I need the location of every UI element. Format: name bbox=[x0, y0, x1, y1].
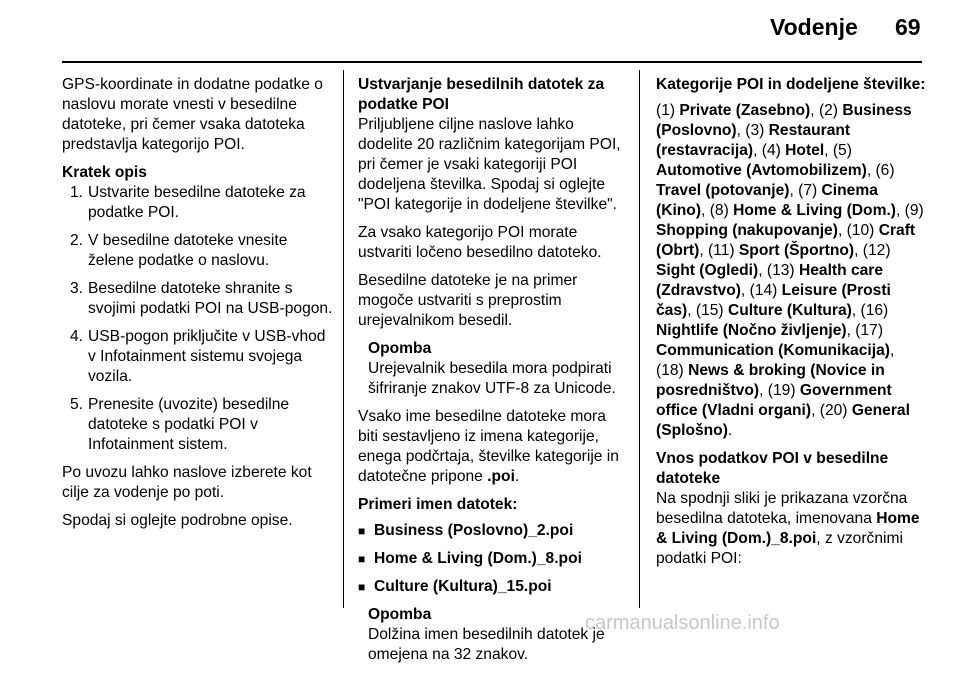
category-number: (16) bbox=[860, 302, 889, 319]
step-text: Prenesite (uvozite) besedilne datoteke s podatki POI v Infotainment sistem. bbox=[88, 396, 290, 453]
step-text: V besedilne datoteke vnesite želene podatke o naslovu. bbox=[88, 232, 288, 269]
steps-list bbox=[62, 183, 334, 455]
category-name: Restaurant (restavracija) bbox=[656, 122, 851, 159]
category-name: Business (Poslovno) bbox=[656, 102, 912, 139]
category-name: Health care (Zdravstvo) bbox=[656, 262, 884, 299]
category-name: Craft (Obrt) bbox=[656, 222, 916, 259]
category-name: Government office (Vladni organi) bbox=[656, 382, 892, 419]
step-text: Ustvarite besedilne datoteke za podatke POI. bbox=[88, 184, 306, 221]
note-text: Dolžina imen besedilnih datotek je omejena na 32 znakov. bbox=[368, 626, 605, 663]
step-text: Besedilne datoteke shranite s svojimi podatki POI na USB-pogon. bbox=[88, 280, 333, 317]
punctuation: . bbox=[727, 422, 733, 439]
category-name: News & broking (Novice in posredništvo) bbox=[656, 362, 885, 399]
paragraph bbox=[656, 489, 926, 569]
examples-heading: Primeri imen datotek: bbox=[358, 496, 518, 513]
category-name: Communication (Komunikacija) bbox=[656, 342, 890, 359]
section-heading: Kategorije POI in dodeljene številke: bbox=[656, 76, 926, 93]
category-name: Automotive (Avtomobilizem) bbox=[656, 162, 867, 179]
category-name: Sport (Športno) bbox=[738, 242, 855, 259]
note-text: Urejevalnik besedila mora podpirati šifriranje znakov UTF-8 za Unicode. bbox=[368, 360, 616, 397]
example-item: ■ Business (Poslovno)_2.poi bbox=[358, 521, 626, 541]
text: Vsako ime besedilne datoteke mora biti sestavljeno iz imena kategorije, enega podčrtaja, številke kategorije in datotečne pripone bbox=[358, 408, 619, 485]
category-number: (6) bbox=[875, 162, 895, 179]
category-number: (9) bbox=[904, 202, 924, 219]
step-item bbox=[62, 231, 334, 271]
text: . bbox=[514, 468, 520, 485]
page-number: 69 bbox=[895, 14, 921, 40]
category-number: (10) bbox=[846, 222, 875, 239]
text: , z vzorčnimi podatki POI: bbox=[656, 530, 903, 567]
category-number: (13) bbox=[766, 262, 795, 279]
paragraph bbox=[358, 407, 626, 487]
category-number: (18) bbox=[656, 362, 684, 379]
step-number: 1. bbox=[70, 184, 84, 201]
step-text: USB-pogon priključite v USB-vhod v Infotainment sistemu svojega vozila. bbox=[88, 328, 326, 385]
step-item bbox=[62, 327, 334, 387]
category-name: Home & Living (Dom.) bbox=[733, 202, 896, 219]
category-name: Leisure (Prosti čas) bbox=[656, 282, 891, 319]
categories-paragraph: (1) Private (Zasebno), (2) Business (Poslovno), (3) Restaurant (restavracija), (4) Hotel, (5) Automotive (Avtomobilizem), (6) Travel (potovanje), (7) Cinema (Kino), (8) Home & Living (Dom.), (9) Shopping (nakupovanje), (10) Craft (Obrt), (11) Sport (Športno), (12) Sight (Ogledi), (13) Health care (Zdravstvo), (14) Leisure (Prosti čas), (15) Culture (Kultura), (16) Nightlife (Nočno življenje), (17) Communication (Komunikacija), (18) News & broking (Novice in posredništvo), (19) Government office (Vladni organi), (20) General (Splošno). bbox=[656, 102, 924, 439]
header-rule bbox=[62, 61, 922, 63]
column-middle bbox=[358, 75, 626, 673]
category-name: Nightlife (Nočno življenje) bbox=[656, 322, 847, 339]
category-number: (2) bbox=[818, 102, 838, 119]
category-name: Shopping (nakupovanje) bbox=[656, 222, 838, 239]
note-title: Opomba bbox=[368, 340, 432, 357]
category-name: Travel (potovanje) bbox=[656, 182, 790, 199]
paragraph: Besedilne datoteke je na primer mogoče ustvariti s preprostim urejevalnikom besedil. bbox=[358, 272, 578, 329]
step-number: 4. bbox=[70, 328, 84, 345]
step-item bbox=[62, 279, 334, 319]
column-divider bbox=[343, 70, 344, 608]
category-name: Sight (Ogledi) bbox=[656, 262, 759, 279]
category-number: (14) bbox=[749, 282, 778, 299]
step-number: 3. bbox=[70, 280, 84, 297]
section-heading: Vnos podatkov POI v besedilne datoteke bbox=[656, 450, 889, 487]
category-number: (12) bbox=[862, 242, 891, 259]
example-item: ■ Culture (Kultura)_15.poi bbox=[358, 577, 626, 597]
watermark: carmanualsonline.info bbox=[585, 612, 780, 634]
section-heading: Kratek opis bbox=[62, 164, 147, 181]
category-number: (8) bbox=[709, 202, 729, 219]
category-name: General (Splošno) bbox=[656, 402, 910, 439]
column-divider bbox=[639, 70, 640, 608]
text: Na spodnji sliki je prikazana vzorčna besedilna datoteka, imenovana bbox=[656, 490, 908, 527]
category-number: (5) bbox=[832, 142, 852, 159]
header-title: Vodenje bbox=[770, 14, 858, 40]
intro-paragraph: GPS-koordinate in dodatne podatke o naslovu morate vnesti v besedilne datoteke, pri čemer vsaka datoteka predstavlja kategorijo POI. bbox=[62, 76, 323, 153]
category-number: (19) bbox=[767, 382, 796, 399]
section-heading: Ustvarjanje besedilnih datotek za podatke POI bbox=[358, 76, 605, 113]
category-number: (15) bbox=[695, 302, 724, 319]
note-block bbox=[358, 339, 626, 399]
category-number: (17) bbox=[855, 322, 884, 339]
step-number: 5. bbox=[70, 396, 84, 413]
paragraph: Spodaj si oglejte podrobne opise. bbox=[62, 512, 293, 529]
paragraph: Za vsako kategorijo POI morate ustvariti ločeno besedilno datoteko. bbox=[358, 224, 602, 261]
paragraph: Po uvozu lahko naslove izberete kot cilje za vodenje po poti. bbox=[62, 464, 312, 501]
category-number: (3) bbox=[745, 122, 765, 139]
examples-list bbox=[358, 521, 626, 597]
file-extension: .poi bbox=[487, 468, 515, 485]
category-name: Culture (Kultura) bbox=[727, 302, 852, 319]
category-number: (4) bbox=[761, 142, 781, 159]
note-title: Opomba bbox=[368, 606, 432, 623]
example-item: ■ Home & Living (Dom.)_8.poi bbox=[358, 549, 626, 569]
category-name: Hotel bbox=[785, 142, 825, 159]
category-number: (7) bbox=[798, 182, 818, 199]
step-item bbox=[62, 395, 334, 455]
category-number: (11) bbox=[707, 242, 735, 259]
paragraph: Priljubljene ciljne naslove lahko dodelite 20 različnim kategorijam POI, pri čemer je vsaki kategoriji POI dodeljena številka. Spodaj si oglejte "POI kategorije in dodeljene številke". bbox=[358, 116, 621, 213]
category-name: Cinema (Kino) bbox=[656, 182, 878, 219]
column-left bbox=[62, 75, 334, 539]
category-name: Private (Zasebno) bbox=[679, 102, 811, 119]
category-number: (20) bbox=[819, 402, 848, 419]
file-name: Home & Living (Dom.)_8.poi bbox=[656, 510, 920, 547]
step-number: 2. bbox=[70, 232, 84, 249]
column-right bbox=[656, 75, 926, 577]
category-number: (1) bbox=[656, 102, 676, 119]
step-item bbox=[62, 183, 334, 223]
